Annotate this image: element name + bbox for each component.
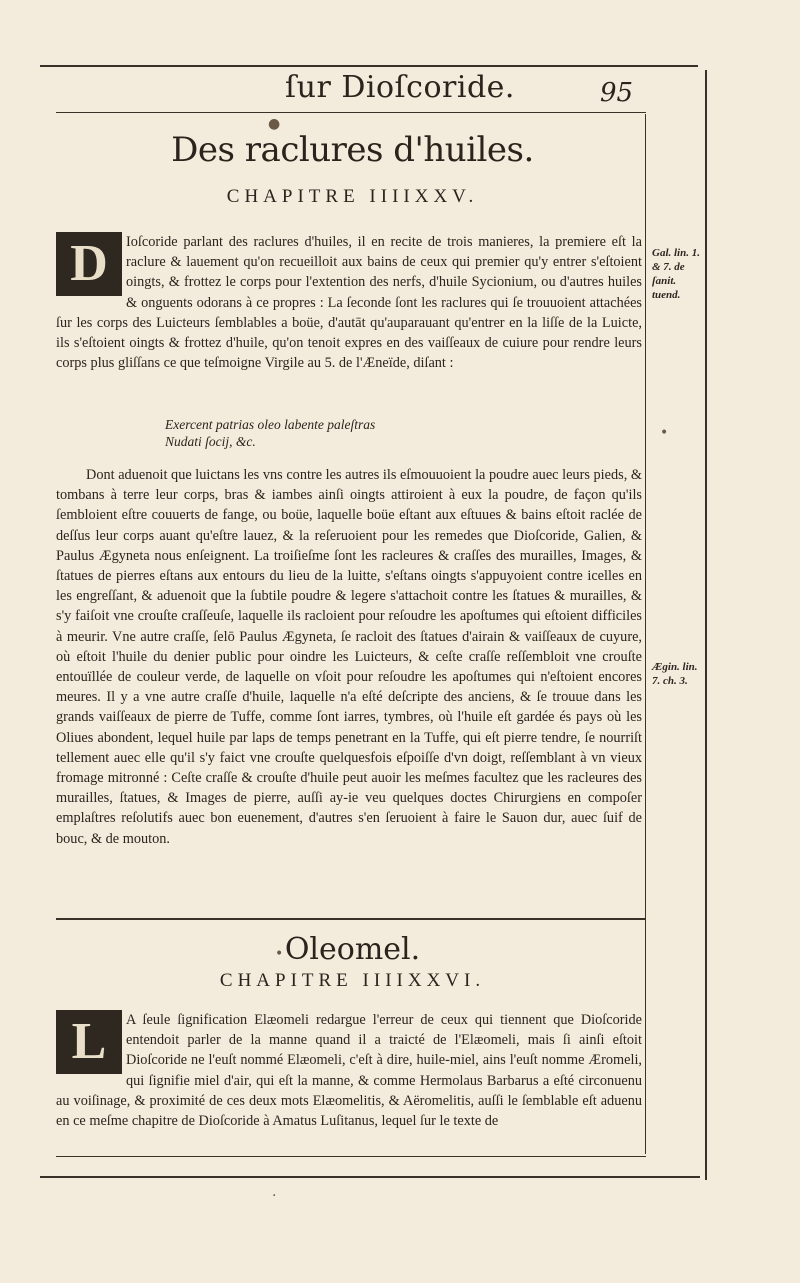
drop-cap: L — [56, 1010, 122, 1074]
verse-line: Nudati ſocij, &c. — [165, 434, 256, 449]
page-number: 95 — [600, 78, 634, 108]
margin-note: Gal. lin. 1. & 7. de ſanit. tuend. — [652, 247, 700, 301]
top-rule — [40, 65, 698, 67]
separator-rule — [56, 918, 646, 920]
chapter-title: Des raclures d'huiles. — [171, 130, 534, 170]
drop-cap: D — [56, 232, 122, 296]
ornament-dot: ● — [268, 116, 281, 132]
paragraph: D Ioſcoride parlant des raclures d'huiles, il en recite de trois manieres, la premiere eſt la raclure & lauement qu'on recueilloit aux bains de ceux qui premier qu'y entrer s'eſtoient oingts, & frottez le corps pour l'extention des nerfs, d'huile Sycionium, ou d'autres huiles & onguents odorans à ce propres : La ſeconde ſont les raclures qui ſe trouuoient attachées ſur les corps des Luicteurs ſemblables a boüe, d'autāt qu'auparauant qu'entrer en la liſſe de la Luicte, ils s'eſtoient oingts & frottez d'huile, qu'on tenoit expres en des vaiſſeaux de cuiure pour rendre leurs corps plus gliſſans ce que teſmoigne Virgile au 5. de l'Æneïde, diſant : — [56, 234, 642, 372]
ornament-dot: • — [275, 946, 284, 962]
paragraph: Dont aduenoit que luictans les vns contre les autres ils eſmouuoient la poudre auec leurs pieds, & tombans à terre leur corps, bras & iambes ainſi oingts attiroient à eux la poudre, de façon qu'ils ſembloient eſtre couuerts de fange, ou boüe, laquelle boüe eſtant aux eſtuues & bains eſtoit raclée de deſſus leur corps auant qu'eſtre lauez, & la reſeruoient pour les remedes que Dioſcoride, Galien, & Paulus Ægyneta nous enſeignent. La troiſieſme ſont les racleures & craſſes des murailles, Images, & ſtatues de pierres eſtans aux entours du lieu de la luitte, s'eſtans oingts s'appuyoient contre icelles en les engreſſant, & aduenoit que la ſubtile poudre & legere s'attachoit contre les ſtatues & murailles, & s'y faiſoit vne crouſte craſſeuſe, laquelle ils racloient pour reſoudre les apoſtumes qui eſtoient difficiles à meurir. Vne autre craſſe, ſelō Paulus Ægyneta, ſe racloit des ſtatues d'airain & vaiſſeaux de cuyure, où eſtoit l'huile du denier public pour oindre les Luicteurs, & ceſte craſſe reſſembloit vne crouſte entouïllée de couleur verde, de laquelle on vſoit pour reſoudre les apoſtumes qui n'eſtoient encores meures. Il y a vne autre craſſe d'huile, laquelle n'a eſté deſcripte des anciens, & ſe trouue dans les grands vaiſſeaux de pierre de Tuffe, comme ſont iarres, tymbres, où l'huile eſt gardée és pays où les Oliues abondent, lequel huile par laps de temps penetrant en la Tuffe, qui eſt pierre tendre, ſe nourriſt tellement auec elle qu'il s'y faict vne crouſte quelquesfois eſpoiſſe d'vn doigt, reſſemblant à vn vieux fromage mitronné : Ceſte craſſe & crouſte d'huile peut auoir les meſmes facultez que les racleures des murailles, ſtatues, & Images de pierre, auſſi ay-ie veu quelques doctes Chirurgiens en compoſer emplaſtres reſolutifs auec bon euenement, d'autres s'en ſeruoient à faire le Sauon dur, auec ſuif de bouc, & de mouton. — [56, 467, 642, 847]
margin-note: Ægin. lin. 7. ch. 3. — [652, 661, 698, 687]
verse-quotation — [165, 416, 495, 450]
right-rule — [705, 70, 707, 1180]
chapter-title: Oleomel. — [284, 932, 421, 967]
chapter-body — [56, 232, 642, 373]
running-head: ſur Dioſcoride. — [285, 70, 515, 105]
inner-right-rule — [645, 114, 646, 1154]
verse-line: Exercent patrias oleo labente paleſtras — [165, 417, 376, 432]
chapter-body — [56, 1010, 642, 1131]
chapter-number: CHAPITRE IIIIXXVI. — [219, 970, 486, 991]
chapter-number: CHAPITRE IIIIXXV. — [226, 186, 479, 207]
bottom-rule — [56, 1156, 646, 1157]
outer-bottom-rule — [40, 1176, 700, 1178]
header-rule — [56, 112, 646, 113]
paragraph: L A ſeule ſignification Elæomeli redargue l'erreur de ceux qui tiennent que Dioſcoride entendoit parler de la manne quand il a traicté de l'Elæomeli, mais ſi ainſi eſtoit Dioſcoride ne l'euſt nommé Elæomeli, c'eſt à dire, huile-miel, ains l'euſt nomme Æromeli, qui ſignifie miel d'air, qui eſt la manne, & comme Hermolaus Barbarus a eſté circonuenu au voiſinage, & proximité de ces deux mots Elæomelitis, & Aëromelitis, auſſi le ſemblable eſt aduenu en ce meſme chapitre de Dioſcoride à Amatus Luſitanus, lequel ſur le texte de — [56, 1012, 642, 1130]
chapter-body-continued — [56, 465, 642, 849]
ornament-dot: • — [660, 425, 669, 441]
ornament-dot: · — [272, 1188, 277, 1204]
